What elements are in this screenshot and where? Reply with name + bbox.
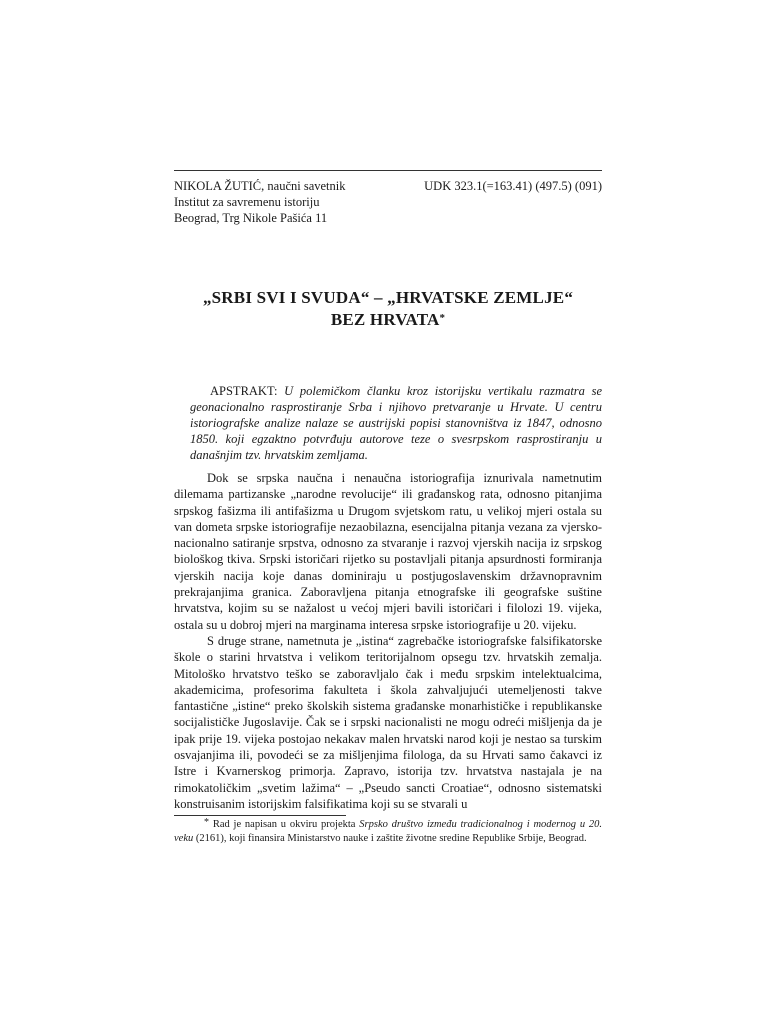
article-body — [174, 470, 602, 812]
footnote-project-title: Srpsko društvo između tradicionalnog i modernog u 20. veku — [174, 819, 602, 844]
body-paragraph: S druge strane, nametnuta je „istina“ zagrebačke istoriografske falsifikatorske škole o starini hrvatstva i velikom teritorijalnom opsegu tzv. hrvatskih zemalja. Mitološko hrvatstvo teško se zaboravljalo čak i među srpskim intelektualcima, akademicima, profesorima fakulteta i škola zahvaljujući utemeljenosti takve fantastične „istine“ preko školskih sistema građanske monarhističke i republikanske socijalističke Jugoslavije. Čak se i srpski nacionalisti ne mogu odreći mišljenja da je ipak prije 19. vijeka postojao nekakav malen hrvatski narod koji je nestao sa turskim osvajanjima ili, povodeći se za mišljenjima filologa, da su Hrvati samo čakavci iz Istre i Kvarnerskog primorja. Zapravo, istorija tzv. hrvatstva nastajala je na rimokatoličkim „svetim lažima“ – „Pseudo sancti Croatiae“, odnosno sistematski konstruisanim istorijskim falsifikatima koji su se stvarali u — [174, 633, 602, 811]
title-line-2-text: BEZ HRVATA — [330, 310, 440, 329]
abstract — [190, 383, 602, 463]
footnote-mark: * — [204, 817, 209, 828]
title-line-1: „SRBI SVI I SVUDA“ – „HRVATSKE ZEMLJE“ — [202, 288, 574, 307]
institution: Institut za savremenu istoriju — [174, 195, 320, 209]
title-footnote-mark: * — [439, 312, 446, 324]
author-line: NIKOLA ŽUTIĆ, naučni savetnik — [174, 179, 346, 193]
footnote — [174, 818, 602, 846]
header-rule — [174, 170, 602, 171]
abstract-label: APSTRAKT: — [210, 384, 278, 398]
footnote-text-before: Rad je napisan u okviru projekta — [212, 819, 360, 830]
address: Beograd, Trg Nikole Pašića 11 — [174, 211, 328, 225]
abstract-text: U polemičkom članku kroz istorijsku vertikalu razmatra se geonacionalno rasprostiranje Srba i njihovo pretvaranje u Hrvate. U centru istoriografske analize nalaze se austrijski popisi stanovništva iz 1847, odnosno 1850. koji egzaktno potvrđuju autorove teze o svesrpskom rasprostiranju u današnjim tzv. hrvatskim zemljama. — [190, 384, 603, 462]
title-line-2 — [174, 309, 602, 331]
footnote-rule — [174, 815, 346, 816]
body-paragraph: Dok se srpska naučna i nenaučna istoriografija iznurivala nametnutim dilemama partizanske „narodne revolucije“ ili građanskog rata, odnosno pitanjima srpskog fašizma ili antifašizma u Drugom svjetskom ratu, u velikoj mjeri ostala su van dometa srpske istoriografije nezaobilazna, esencijalna pitanja vezana za vjersko-nacionalno satiranje srpstva, odnosno za stvaranje i razvoj vjerskih nacija iz srpskog biološkog tkiva. Srpski istoričari rijetko su postavljali pitanja apsurdnosti formiranja vjerskih nacija koje danas dominiraju u postjugoslavenskim državnopravnim prekrajanjima granica. Zaboravljena pitanja etnografske ili geografske suštine hrvatstva, kojim su se nažalost u većoj mjeri bavili istoričari i filolozi 19. vijeka, ostala su u dobroj mjeri na marginama interesa srpske istoriografije u 20. vijeku. — [174, 471, 602, 632]
author-block — [174, 178, 434, 226]
udk-code: UDK 323.1(=163.41) (497.5) (091) — [424, 179, 602, 193]
article-title — [174, 287, 602, 331]
footnote-text-after: (2161), koji finansira Ministarstvo nauke i zaštite životne sredine Republike Srbije, Beograd. — [193, 833, 587, 844]
